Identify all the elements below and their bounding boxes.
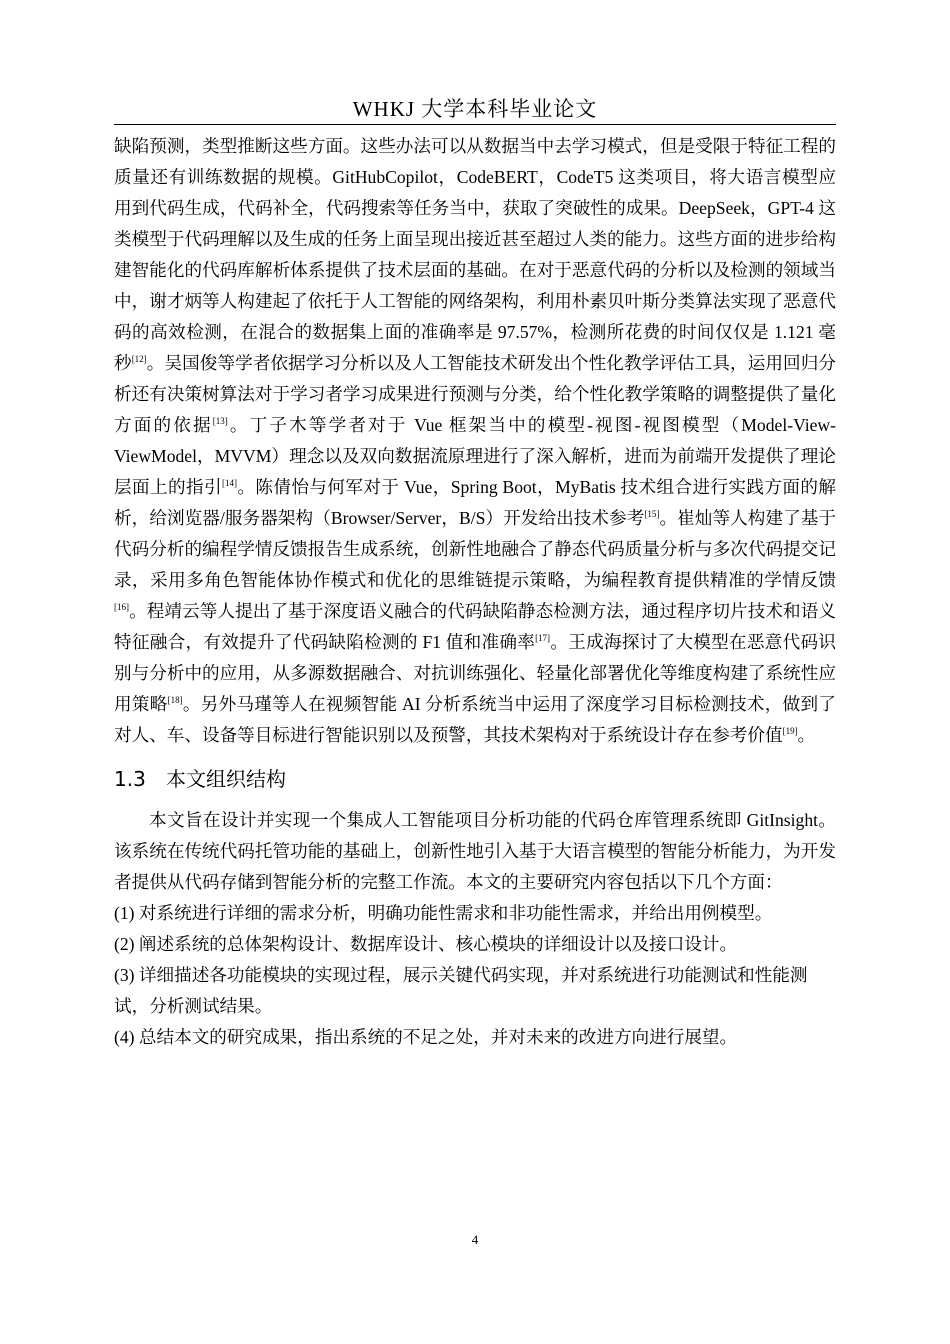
text-segment: 。另外马瑾等人在视频智能 AI 分析系统当中运用了深度学习目标检测技术，做到了对人、车、设备等目标进行智能识别以及预警，其技术架构对于系统设计存在参考价值 bbox=[114, 694, 836, 745]
body-text bbox=[114, 131, 836, 1053]
text-segment: 。吴国俊等学者依据学习分析以及人工智能技术研发出个性化教学评估工具，运用回归分析还有决策树算法对于学习者学习成果进行预测与分类，给个性化教学策略的调整提供了量化方面的依据 bbox=[114, 353, 836, 435]
list-item: (3) 详细描述各功能模块的实现过程，展示关键代码实现，并对系统进行功能测试和性能测试，分析测试结果。 bbox=[114, 965, 808, 1016]
text-segment: 。陈倩怡与何军对于 Vue，Spring Boot，MyBatis 技术组合进行实践方面的解析，给浏览器/服务器架构（Browser/Server，B/S）开发给出技术参考 bbox=[114, 477, 836, 528]
citation-ref-18[interactable]: [18] bbox=[167, 695, 183, 706]
citation-ref-16[interactable]: [16] bbox=[114, 602, 129, 613]
text-segment: 。崔灿等人构建了基于代码分析的编程学情反馈报告生成系统，创新性地融合了静态代码质量分析与多次代码提交记录，采用多角色智能体协作模式和优化的思维链提示策略，为编程教育提供精准的学情反馈 bbox=[114, 508, 836, 590]
text-segment: 。王成海探讨了大模型在恶意代码识别与分析中的应用，从多源数据融合、对抗训练强化、轻量化部署优化等维度构建了系统性应用策略 bbox=[114, 632, 836, 714]
citation-ref-19[interactable]: [19] bbox=[782, 726, 798, 737]
list-item: (2) 阐述系统的总体架构设计、数据库设计、核心模块的详细设计以及接口设计。 bbox=[114, 934, 738, 954]
section-title: 本文组织结构 bbox=[166, 767, 286, 791]
header-rule bbox=[114, 124, 836, 125]
citation-ref-14[interactable]: [14] bbox=[221, 478, 237, 489]
citation-ref-13[interactable]: [13] bbox=[212, 416, 228, 427]
running-header: WHKJ 大学本科毕业论文 bbox=[352, 97, 598, 121]
text-segment: 缺陷预测，类型推断这些方面。这些办法可以从数据当中去学习模式，但是受限于特征工程的质量还有训练数据的规模。GitHubCopilot，CodeBERT，CodeT5 这类项目，将大语言模型应用到代码生成，代码补全，代码搜索等任务当中，获取了突破性的成果。DeepSeek，GPT-4 这类模型于代码理解以及生成的任务上面呈现出接近甚至超过人类的能力。这些方面的进步给构建智能化的代码库解析体系提供了技术层面的基础。在对于恶意代码的分析以及检测的领域当中，谢才炳等人构建起了依托于人工智能的网络架构，利用朴素贝叶斯分类算法实现了恶意代码的高效检测，在混合的数据集上面的准确率是 97.57%，检测所花费的时间仅仅是 1.121 毫秒 bbox=[114, 136, 836, 373]
citation-ref-15[interactable]: [15] bbox=[644, 509, 660, 520]
text-segment: 。程靖云等人提出了基于深度语义融合的代码缺陷静态检测方法，通过程序切片技术和语义特征融合，有效提升了代码缺陷检测的 F1 值和准确率 bbox=[114, 601, 836, 652]
page-number: 4 bbox=[471, 1232, 479, 1247]
text-segment: 。丁子木等学者对于 Vue 框架当中的模型-视图-视图模型（Model-View-ViewModel，MVVM）理念以及双向数据流原理进行了深入解析，进而为前端开发提供了理论层面上的指引 bbox=[114, 415, 836, 497]
citation-ref-12[interactable]: [12] bbox=[131, 354, 147, 365]
text-segment: 。 bbox=[797, 725, 816, 745]
list-item: (1) 对系统进行详细的需求分析，明确功能性需求和非功能性需求，并给出用例模型。 bbox=[114, 903, 773, 923]
organization-paragraph: 本文旨在设计并实现一个集成人工智能项目分析功能的代码仓库管理系统即 GitInsight。该系统在传统代码托管功能的基础上，创新性地引入基于大语言模型的智能分析能力，为开发者提供从代码存储到智能分析的完整工作流。本文的主要研究内容包括以下几个方面： bbox=[114, 810, 836, 892]
list-item: (4) 总结本文的研究成果，指出系统的不足之处，并对未来的改进方向进行展望。 bbox=[114, 1027, 738, 1047]
section-heading bbox=[114, 763, 836, 795]
section-number: 1.3 bbox=[114, 767, 146, 791]
citation-ref-17[interactable]: [17] bbox=[535, 633, 551, 644]
literature-review-paragraph bbox=[114, 131, 836, 751]
